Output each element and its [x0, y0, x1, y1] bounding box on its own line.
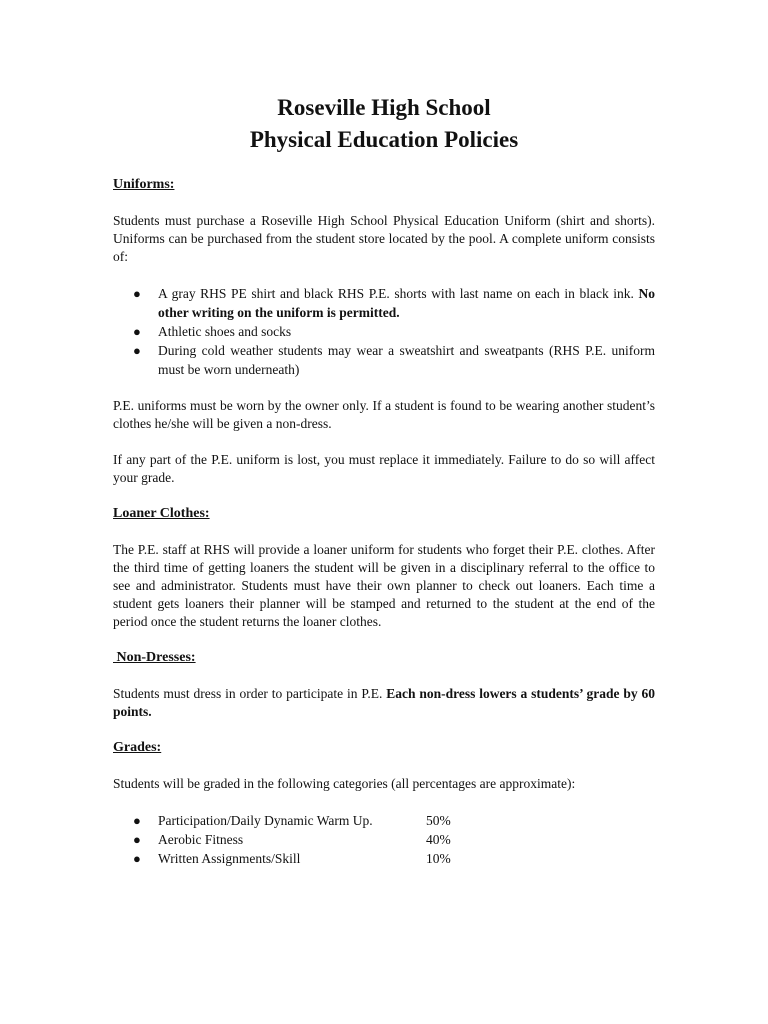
- uniform-item-text: A gray RHS PE shirt and black RHS P.E. shorts with last name on each in black ink.: [158, 286, 639, 301]
- document-title: Physical Education Policies: [249, 127, 519, 152]
- title-block: [113, 92, 655, 156]
- grade-item: [113, 849, 655, 868]
- bullet-icon: ●: [133, 324, 141, 339]
- grades-heading: Grades:: [113, 740, 162, 755]
- school-title: Roseville High School: [277, 95, 491, 120]
- uniform-list: [113, 284, 655, 379]
- uniform-item-bold: No other writing on the uniform is permitted.: [158, 286, 655, 320]
- grade-category: Participation/Daily Dynamic Warm Up.: [158, 813, 373, 828]
- grade-percent: 40%: [426, 832, 451, 847]
- grades-list: [113, 811, 655, 868]
- grades-intro: Students will be graded in the following categories (all percentages are approximate):: [113, 776, 576, 791]
- non-dress-heading: Non-Dresses:: [113, 650, 196, 665]
- lost-rule: If any part of the P.E. uniform is lost, you must replace it immediately. Failure to do so will affect your grade.: [113, 452, 655, 485]
- uniform-item-text: Athletic shoes and socks: [158, 324, 292, 339]
- grade-item: [113, 830, 655, 849]
- non-dress-text: [113, 685, 655, 721]
- bullet-icon: ●: [133, 851, 141, 866]
- loaner-text: The P.E. staff at RHS will provide a loaner uniform for students who forget their P.E. clothes. After the third time of getting loaners the student will be given in a disciplinary referral to the office to see and administrator. Students must have their own planner to check out loaners. Each time a student gets loaners their planner will be stamped and returned to the student at the end of the period once the student returns the loaner clothes.: [113, 542, 655, 629]
- non-dress-sentence: Students must dress in order to participate in P.E.: [113, 686, 387, 701]
- owner-rule: P.E. uniforms must be worn by the owner only. If a student is found to be wearing another student’s clothes he/she will be given a non-dress.: [113, 398, 655, 431]
- uniform-item: [113, 341, 655, 379]
- uniform-item-text: During cold weather students may wear a sweatshirt and sweatpants (RHS P.E. uniform must be worn underneath): [158, 343, 655, 377]
- uniform-item: [113, 284, 655, 322]
- uniforms-intro: Students must purchase a Roseville High School Physical Education Uniform (shirt and shorts). Uniforms can be purchased from the student store located by the pool. A complete uniform consists of:: [113, 213, 655, 264]
- bullet-icon: ●: [133, 286, 141, 301]
- loaner-heading: Loaner Clothes:: [113, 506, 210, 521]
- uniform-item: [113, 322, 655, 341]
- grade-category: Written Assignments/Skill: [158, 851, 301, 866]
- grade-category: Aerobic Fitness: [158, 832, 244, 847]
- grade-percent: 50%: [426, 813, 451, 828]
- uniforms-heading: Uniforms:: [113, 177, 175, 192]
- bullet-icon: ●: [133, 832, 141, 847]
- bullet-icon: ●: [133, 343, 141, 358]
- grade-item: [113, 811, 655, 830]
- grade-percent: 10%: [426, 851, 451, 866]
- bullet-icon: ●: [133, 813, 141, 828]
- non-dress-bold: Each non-dress lowers a students’ grade by 60 points.: [113, 686, 655, 719]
